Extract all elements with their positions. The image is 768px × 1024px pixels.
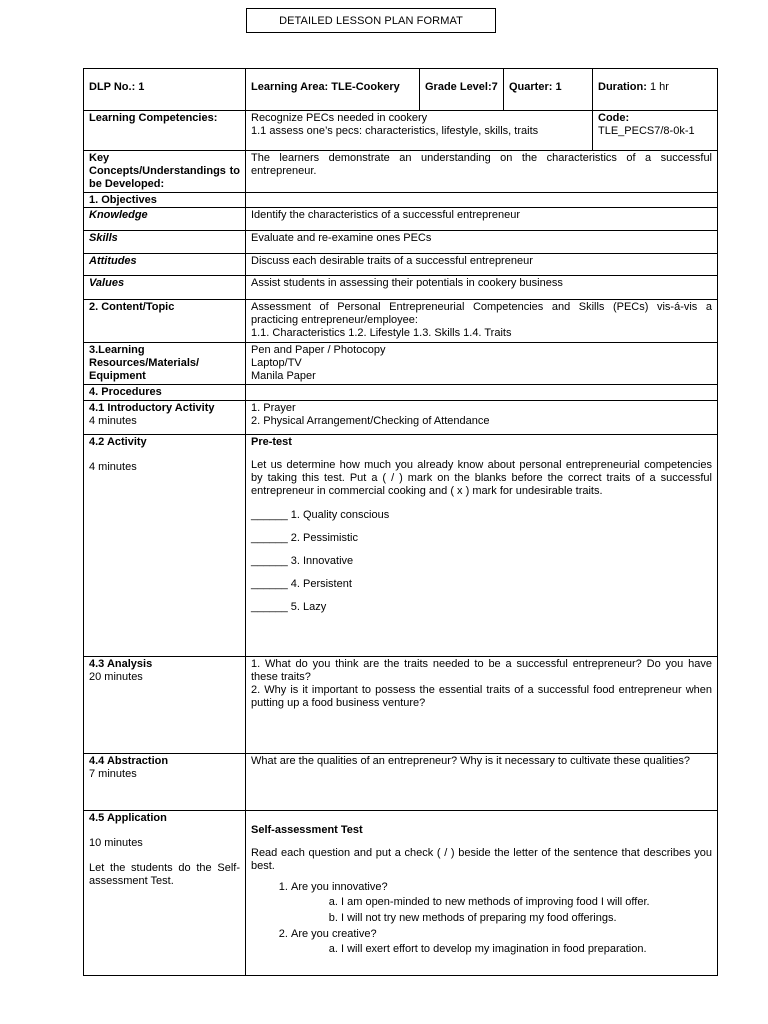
question-item xyxy=(291,928,712,956)
resource-item: Laptop/TV xyxy=(251,357,302,369)
pretest-item: ______ 4. Persistent xyxy=(251,578,352,590)
application-time: 10 minutes xyxy=(89,837,143,849)
abstraction-time: 7 minutes xyxy=(89,768,137,780)
application-note: Let the students do the Self-assessment Test. xyxy=(89,862,240,887)
analysis-label-cell xyxy=(84,657,246,754)
intro-activity-row xyxy=(84,401,718,435)
competencies-label: Learning Competencies: xyxy=(84,111,246,151)
pretest-item: ______ 2. Pessimistic xyxy=(251,532,358,544)
pretest-item: ______ 5. Lazy xyxy=(251,601,327,613)
application-label-cell xyxy=(84,811,246,976)
self-assessment-heading: Self-assessment Test xyxy=(251,824,363,836)
content-line-1: Assessment of Personal Entrepreneurial Competencies and Skills (PECs) vis-á-vis a practicing entrepreneur/employee: xyxy=(251,301,712,326)
procedures-row xyxy=(84,385,718,401)
document-title-box xyxy=(246,8,496,33)
abstraction-label-cell xyxy=(84,754,246,811)
activity-content xyxy=(246,435,718,657)
grade-level: Grade Level:7 xyxy=(420,69,504,111)
abstraction-row xyxy=(84,754,718,811)
resources-label: 3.Learning Resources/Materials/ Equipment xyxy=(84,343,246,385)
activity-row xyxy=(84,435,718,657)
pretest-heading: Pre-test xyxy=(251,436,292,448)
attitudes-row xyxy=(84,254,718,276)
competency-line-2: 1.1 assess one’s pecs: characteristics, lifestyle, skills, traits xyxy=(251,125,539,137)
skills-text: Evaluate and re-examine ones PECs xyxy=(246,231,718,254)
attitudes-label: Attitudes xyxy=(84,254,246,276)
objectives-row xyxy=(84,193,718,208)
pretest-instructions: Let us determine how much you already know about personal entrepreneurial competencies by taking this test. Put a ( / ) mark on the blanks before the correct traits of a successful entrepreneur in commercial cooking and ( x ) mark for undesirable traits. xyxy=(251,459,712,497)
application-label: 4.5 Application xyxy=(89,812,167,824)
duration-label: Duration: xyxy=(598,81,647,93)
pretest-item: ______ 1. Quality conscious xyxy=(251,509,390,521)
key-concepts-label: Key Concepts/Understandings to be Developed: xyxy=(84,151,246,193)
abstraction-text: What are the qualities of an entrepreneur? Why is it necessary to cultivate these qualities? xyxy=(246,754,718,811)
activity-label: 4.2 Activity xyxy=(89,436,147,448)
self-assessment-questions xyxy=(251,881,712,956)
question-options xyxy=(291,943,712,956)
lesson-plan-table xyxy=(83,68,718,976)
resource-item: Pen and Paper / Photocopy xyxy=(251,344,386,356)
content-row xyxy=(84,300,718,343)
abstraction-label: 4.4 Abstraction xyxy=(89,755,169,767)
resources-row xyxy=(84,343,718,385)
analysis-question-2: 2. Why is it important to possess the essential traits of a successful food entrepreneur when putting up a food business venture? xyxy=(251,684,712,709)
content-text xyxy=(246,300,718,343)
question-text: Are you innovative? xyxy=(291,881,388,893)
content-label: 2. Content/Topic xyxy=(84,300,246,343)
document-title: DETAILED LESSON PLAN FORMAT xyxy=(279,14,463,27)
analysis-time: 20 minutes xyxy=(89,671,143,683)
skills-row xyxy=(84,231,718,254)
intro-activity-label-cell xyxy=(84,401,246,435)
values-label: Values xyxy=(84,276,246,300)
pretest-item: ______ 3. Innovative xyxy=(251,555,354,567)
knowledge-label: Knowledge xyxy=(84,208,246,231)
procedures-label: 4. Procedures xyxy=(84,385,246,401)
intro-item: 1. Prayer xyxy=(251,402,296,414)
self-assessment-instructions: Read each question and put a check ( / ) beside the letter of the sentence that describes you best. xyxy=(251,847,712,872)
duration xyxy=(593,69,718,111)
question-text: Are you creative? xyxy=(291,928,377,940)
key-concepts-text: The learners demonstrate an understanding on the characteristics of a successful entrepreneur. xyxy=(246,151,718,193)
values-text: Assist students in assessing their potentials in cookery business xyxy=(246,276,718,300)
attitudes-text: Discuss each desirable traits of a successful entrepreneur xyxy=(246,254,718,276)
option-item: a. I will exert effort to develop my imagination in food preparation. xyxy=(341,943,712,956)
content-line-2: 1.1. Characteristics 1.2. Lifestyle 1.3. Skills 1.4. Traits xyxy=(251,327,512,339)
intro-activity-list xyxy=(246,401,718,435)
resource-item: Manila Paper xyxy=(251,370,316,382)
competency-line-1: Recognize PECs needed in cookery xyxy=(251,112,428,124)
values-row xyxy=(84,276,718,300)
objectives-label: 1. Objectives xyxy=(84,193,246,208)
analysis-question-1: 1. What do you think are the traits needed to be a successful entrepreneur? Do you have these traits? xyxy=(251,658,712,683)
competencies-row xyxy=(84,111,718,151)
code-label: Code: xyxy=(598,112,630,124)
application-row xyxy=(84,811,718,976)
intro-activity-time: 4 minutes xyxy=(89,415,137,427)
application-content xyxy=(246,811,718,976)
pretest-items xyxy=(251,509,712,614)
duration-value: 1 hr xyxy=(646,81,669,93)
key-concepts-row xyxy=(84,151,718,193)
analysis-content xyxy=(246,657,718,754)
intro-item: 2. Physical Arrangement/Checking of Attendance xyxy=(251,415,490,427)
activity-label-cell xyxy=(84,435,246,657)
question-item xyxy=(291,881,712,925)
competencies-text xyxy=(246,111,593,151)
option-item: a. I am open-minded to new methods of improving food I will offer. xyxy=(341,896,712,909)
knowledge-row xyxy=(84,208,718,231)
code-cell xyxy=(593,111,718,151)
knowledge-text: Identify the characteristics of a successful entrepreneur xyxy=(246,208,718,231)
learning-area: Learning Area: TLE-Cookery xyxy=(246,69,420,111)
intro-activity-label: 4.1 Introductory Activity xyxy=(89,402,215,414)
dlp-number: DLP No.: 1 xyxy=(84,69,246,111)
activity-time: 4 minutes xyxy=(89,461,137,473)
question-options xyxy=(291,896,712,925)
option-item: b. I will not try new methods of preparing my food offerings. xyxy=(341,912,712,925)
quarter: Quarter: 1 xyxy=(504,69,593,111)
code-value: TLE_PECS7/8-0k-1 xyxy=(598,125,695,137)
resources-list xyxy=(246,343,718,385)
skills-label: Skills xyxy=(84,231,246,254)
analysis-row xyxy=(84,657,718,754)
analysis-label: 4.3 Analysis xyxy=(89,658,153,670)
header-row xyxy=(84,69,718,111)
